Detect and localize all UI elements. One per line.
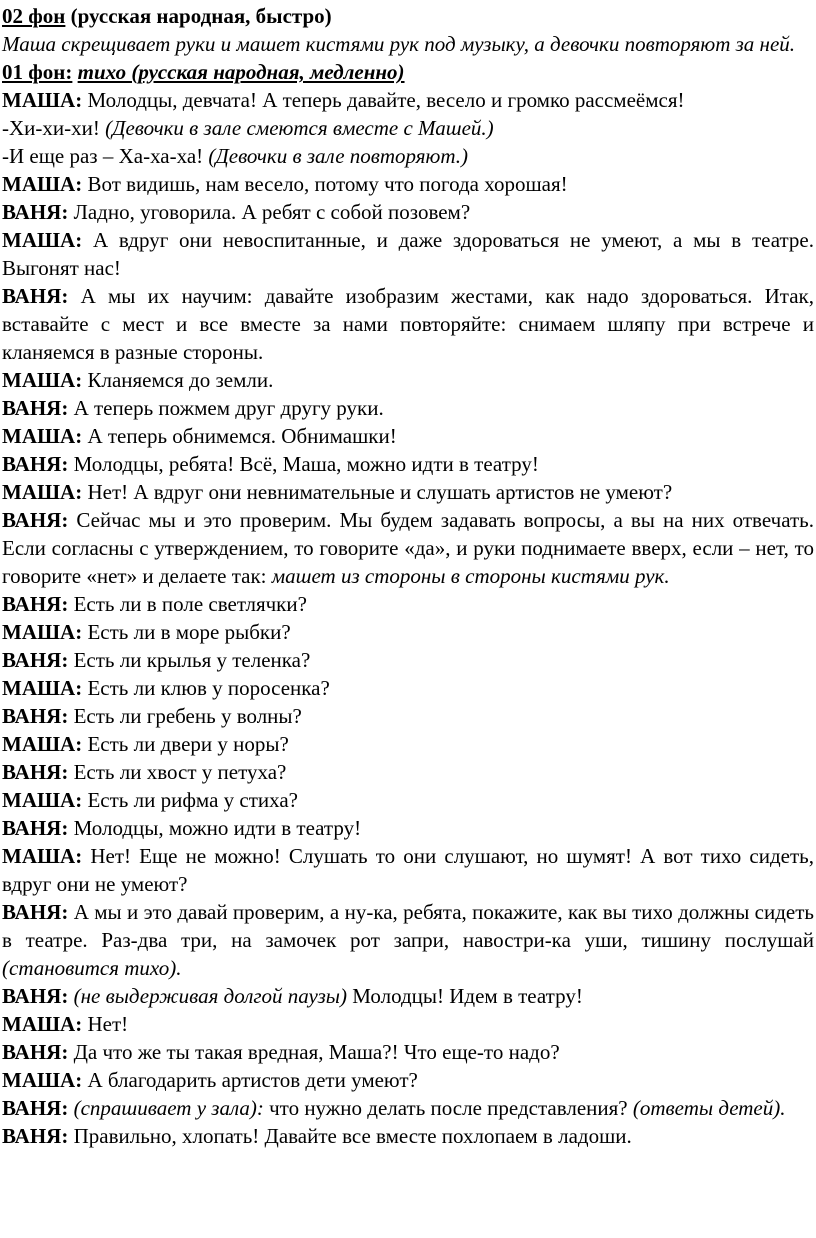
script-line — [2, 86, 814, 114]
line-text: (русская народная, быстро) — [65, 4, 332, 28]
script-line — [2, 58, 814, 86]
script-line — [2, 478, 814, 506]
script-line — [2, 170, 814, 198]
line-text: 02 фон — [2, 4, 66, 28]
script-line — [2, 618, 814, 646]
line-text: -Хи-хи-хи! — [2, 116, 106, 140]
speaker-label: ВАНЯ: — [2, 1096, 69, 1120]
script-line — [2, 394, 814, 422]
script-line — [2, 898, 814, 982]
line-text: А вдруг они невоспитанные, и даже здороваться не умеют, а мы в театре. Выгонят нас! — [2, 228, 814, 280]
stage-direction: Маша скрещивает руки и машет кистями рук под музыку, а девочки повторяют за ней. — [2, 32, 796, 56]
speaker-label: ВАНЯ: — [2, 648, 69, 672]
line-text: Сейчас мы и это проверим. Мы будем задавать вопросы, а вы на них отвечать. Если согласны с утверждением, то говорите «да», и руки поднимаете вверх, если – нет, то говорите «нет» и делаете так: — [2, 508, 814, 588]
speaker-label: МАША: — [2, 1068, 83, 1092]
line-text: А теперь пожмем друг другу руки. — [68, 396, 384, 420]
script-line — [2, 814, 814, 842]
speaker-label: МАША: — [2, 480, 83, 504]
speaker-label: МАША: — [2, 172, 83, 196]
line-text: Нет! — [82, 1012, 129, 1036]
script-line — [2, 590, 814, 618]
line-text: А теперь обнимемся. Обнимашки! — [82, 424, 397, 448]
speaker-label: ВАНЯ: — [2, 452, 69, 476]
line-text: Есть ли крылья у теленка? — [68, 648, 311, 672]
stage-direction: (ответы детей). — [632, 1096, 786, 1120]
speaker-label: МАША: — [2, 88, 83, 112]
script-line — [2, 450, 814, 478]
script-line — [2, 786, 814, 814]
line-text: Есть ли гребень у волны? — [68, 704, 302, 728]
stage-direction: машет из стороны в стороны кистями рук. — [271, 564, 670, 588]
line-text: Нет! Еще не можно! Слушать то они слушают, но шумят! А вот тихо сидеть, вдруг они не умеют? — [2, 844, 814, 896]
speaker-label: ВАНЯ: — [2, 984, 69, 1008]
line-text: -И еще раз – Ха-ха-ха! — [2, 144, 209, 168]
script-line — [2, 702, 814, 730]
line-text: Кланяемся до земли. — [82, 368, 274, 392]
line-text: Есть ли в поле светлячки? — [68, 592, 307, 616]
script-line — [2, 1010, 814, 1038]
script-line — [2, 1066, 814, 1094]
stage-direction: (Девочки в зале смеются вместе с Машей.) — [105, 116, 494, 140]
stage-direction: тихо (русская народная, медленно) — [77, 60, 405, 84]
script-document — [2, 2, 814, 1150]
speaker-label: ВАНЯ: — [2, 760, 69, 784]
line-text: Есть ли хвост у петуха? — [68, 760, 287, 784]
speaker-label: МАША: — [2, 368, 83, 392]
line-text: А благодарить артистов дети умеют? — [82, 1068, 418, 1092]
speaker-label: ВАНЯ: — [2, 396, 69, 420]
script-line — [2, 2, 814, 30]
line-text: Да что же ты такая вредная, Маша?! Что еще-то надо? — [68, 1040, 560, 1064]
script-line — [2, 758, 814, 786]
script-line — [2, 1038, 814, 1066]
speaker-label: МАША: — [2, 676, 83, 700]
line-text: Молодцы, можно идти в театру! — [68, 816, 362, 840]
speaker-label: ВАНЯ: — [2, 508, 69, 532]
speaker-label: 01 фон: — [2, 60, 73, 84]
script-line — [2, 506, 814, 590]
script-line — [2, 842, 814, 898]
speaker-label: ВАНЯ: — [2, 592, 69, 616]
script-line — [2, 982, 814, 1010]
line-text: Молодцы! Идем в театру! — [346, 984, 583, 1008]
speaker-label: ВАНЯ: — [2, 200, 69, 224]
script-line — [2, 674, 814, 702]
script-line — [2, 198, 814, 226]
speaker-label: МАША: — [2, 732, 83, 756]
stage-direction: (не выдерживая долгой паузы) — [73, 984, 347, 1008]
stage-direction: (становится тихо). — [2, 956, 182, 980]
speaker-label: МАША: — [2, 228, 83, 252]
speaker-label: МАША: — [2, 788, 83, 812]
script-line — [2, 226, 814, 282]
script-line — [2, 730, 814, 758]
script-line — [2, 114, 814, 142]
speaker-label: МАША: — [2, 1012, 83, 1036]
line-text: Вот видишь, нам весело, потому что погода хорошая! — [82, 172, 568, 196]
line-text: Есть ли рифма у стиха? — [82, 788, 299, 812]
line-text: Есть ли клюв у поросенка? — [82, 676, 330, 700]
line-text: А мы их научим: давайте изобразим жестами, как надо здороваться. Итак, вставайте с мест и все вместе за нами повторяйте: снимаем шляпу при встрече и кланяемся в разные стороны. — [2, 284, 814, 364]
speaker-label: МАША: — [2, 844, 83, 868]
script-line — [2, 30, 814, 58]
speaker-label: МАША: — [2, 620, 83, 644]
speaker-label: ВАНЯ: — [2, 816, 69, 840]
line-text: Есть ли двери у норы? — [82, 732, 289, 756]
script-line — [2, 646, 814, 674]
script-line — [2, 422, 814, 450]
speaker-label: ВАНЯ: — [2, 1040, 69, 1064]
speaker-label: ВАНЯ: — [2, 1124, 69, 1148]
line-text: Правильно, хлопать! Давайте все вместе похлопаем в ладоши. — [68, 1124, 632, 1148]
script-line — [2, 366, 814, 394]
line-text: А мы и это давай проверим, а ну-ка, ребята, покажите, как вы тихо должны сидеть в театре. Раз-два три, на замочек рот запри, навостри-ка уши, тишину послушай — [2, 900, 814, 952]
line-text: Ладно, уговорила. А ребят с собой позовем? — [68, 200, 471, 224]
line-text: что нужно делать после представления? — [263, 1096, 633, 1120]
speaker-label: ВАНЯ: — [2, 284, 69, 308]
stage-direction: (Девочки в зале повторяют.) — [208, 144, 468, 168]
script-line — [2, 1122, 814, 1150]
line-text: Нет! А вдруг они невнимательные и слушать артистов не умеют? — [82, 480, 673, 504]
speaker-label: ВАНЯ: — [2, 900, 69, 924]
line-text: Есть ли в море рыбки? — [82, 620, 291, 644]
script-line — [2, 1094, 814, 1122]
speaker-label: МАША: — [2, 424, 83, 448]
line-text: Молодцы, ребята! Всё, Маша, можно идти в театру! — [68, 452, 539, 476]
speaker-label: ВАНЯ: — [2, 704, 69, 728]
script-line — [2, 282, 814, 366]
line-text: Молодцы, девчата! А теперь давайте, весело и громко рассмеёмся! — [82, 88, 685, 112]
script-line — [2, 142, 814, 170]
stage-direction: (спрашивает у зала): — [73, 1096, 264, 1120]
